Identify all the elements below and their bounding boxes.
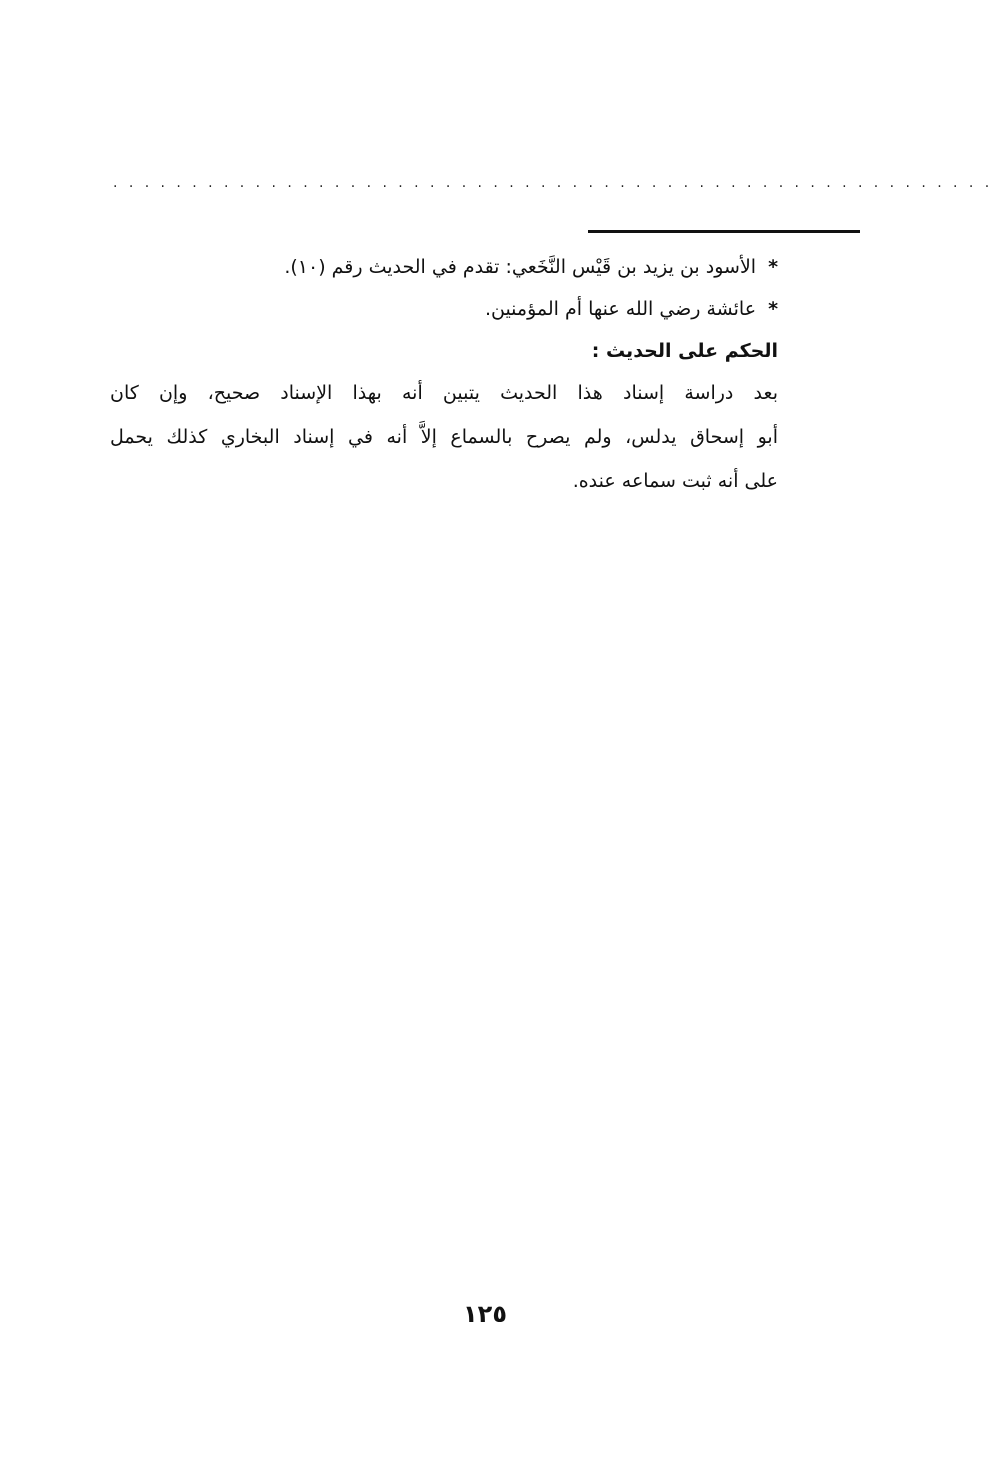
asterisk-icon: * [768,256,778,278]
ruling-paragraph-line-2: أبو إسحاق يدلس، ولم يصرح بالسماع إلاَّ أنه في إسناد البخاري كذلك يحمل [110,426,778,448]
page-number: ١٢٥ [463,1300,507,1328]
ruling-paragraph-line-3: على أنه ثبت سماعه عنده. [572,470,778,492]
narrator-entry-aswad [110,248,778,290]
ruling-paragraph-line-1: بعد دراسة إسناد هذا الحديث يتبين أنه بهذا الإسناد صحيح، وإن كان [110,382,778,404]
narrator-entry-text: عائشة رضي الله عنها أم المؤمنين. [484,298,757,320]
ruling-heading: الحكم على الحديث : [591,340,778,362]
section-rule [588,230,860,233]
asterisk-icon: * [768,298,778,320]
narrator-entry-text: الأسود بن يزيد بن قَيْس النَّخَعي: تقدم في الحديث رقم (١٠). [284,256,757,278]
narrator-entry-aisha [110,290,778,332]
dotted-separator: ........................................................ [113,175,1001,191]
page-body [110,248,778,506]
